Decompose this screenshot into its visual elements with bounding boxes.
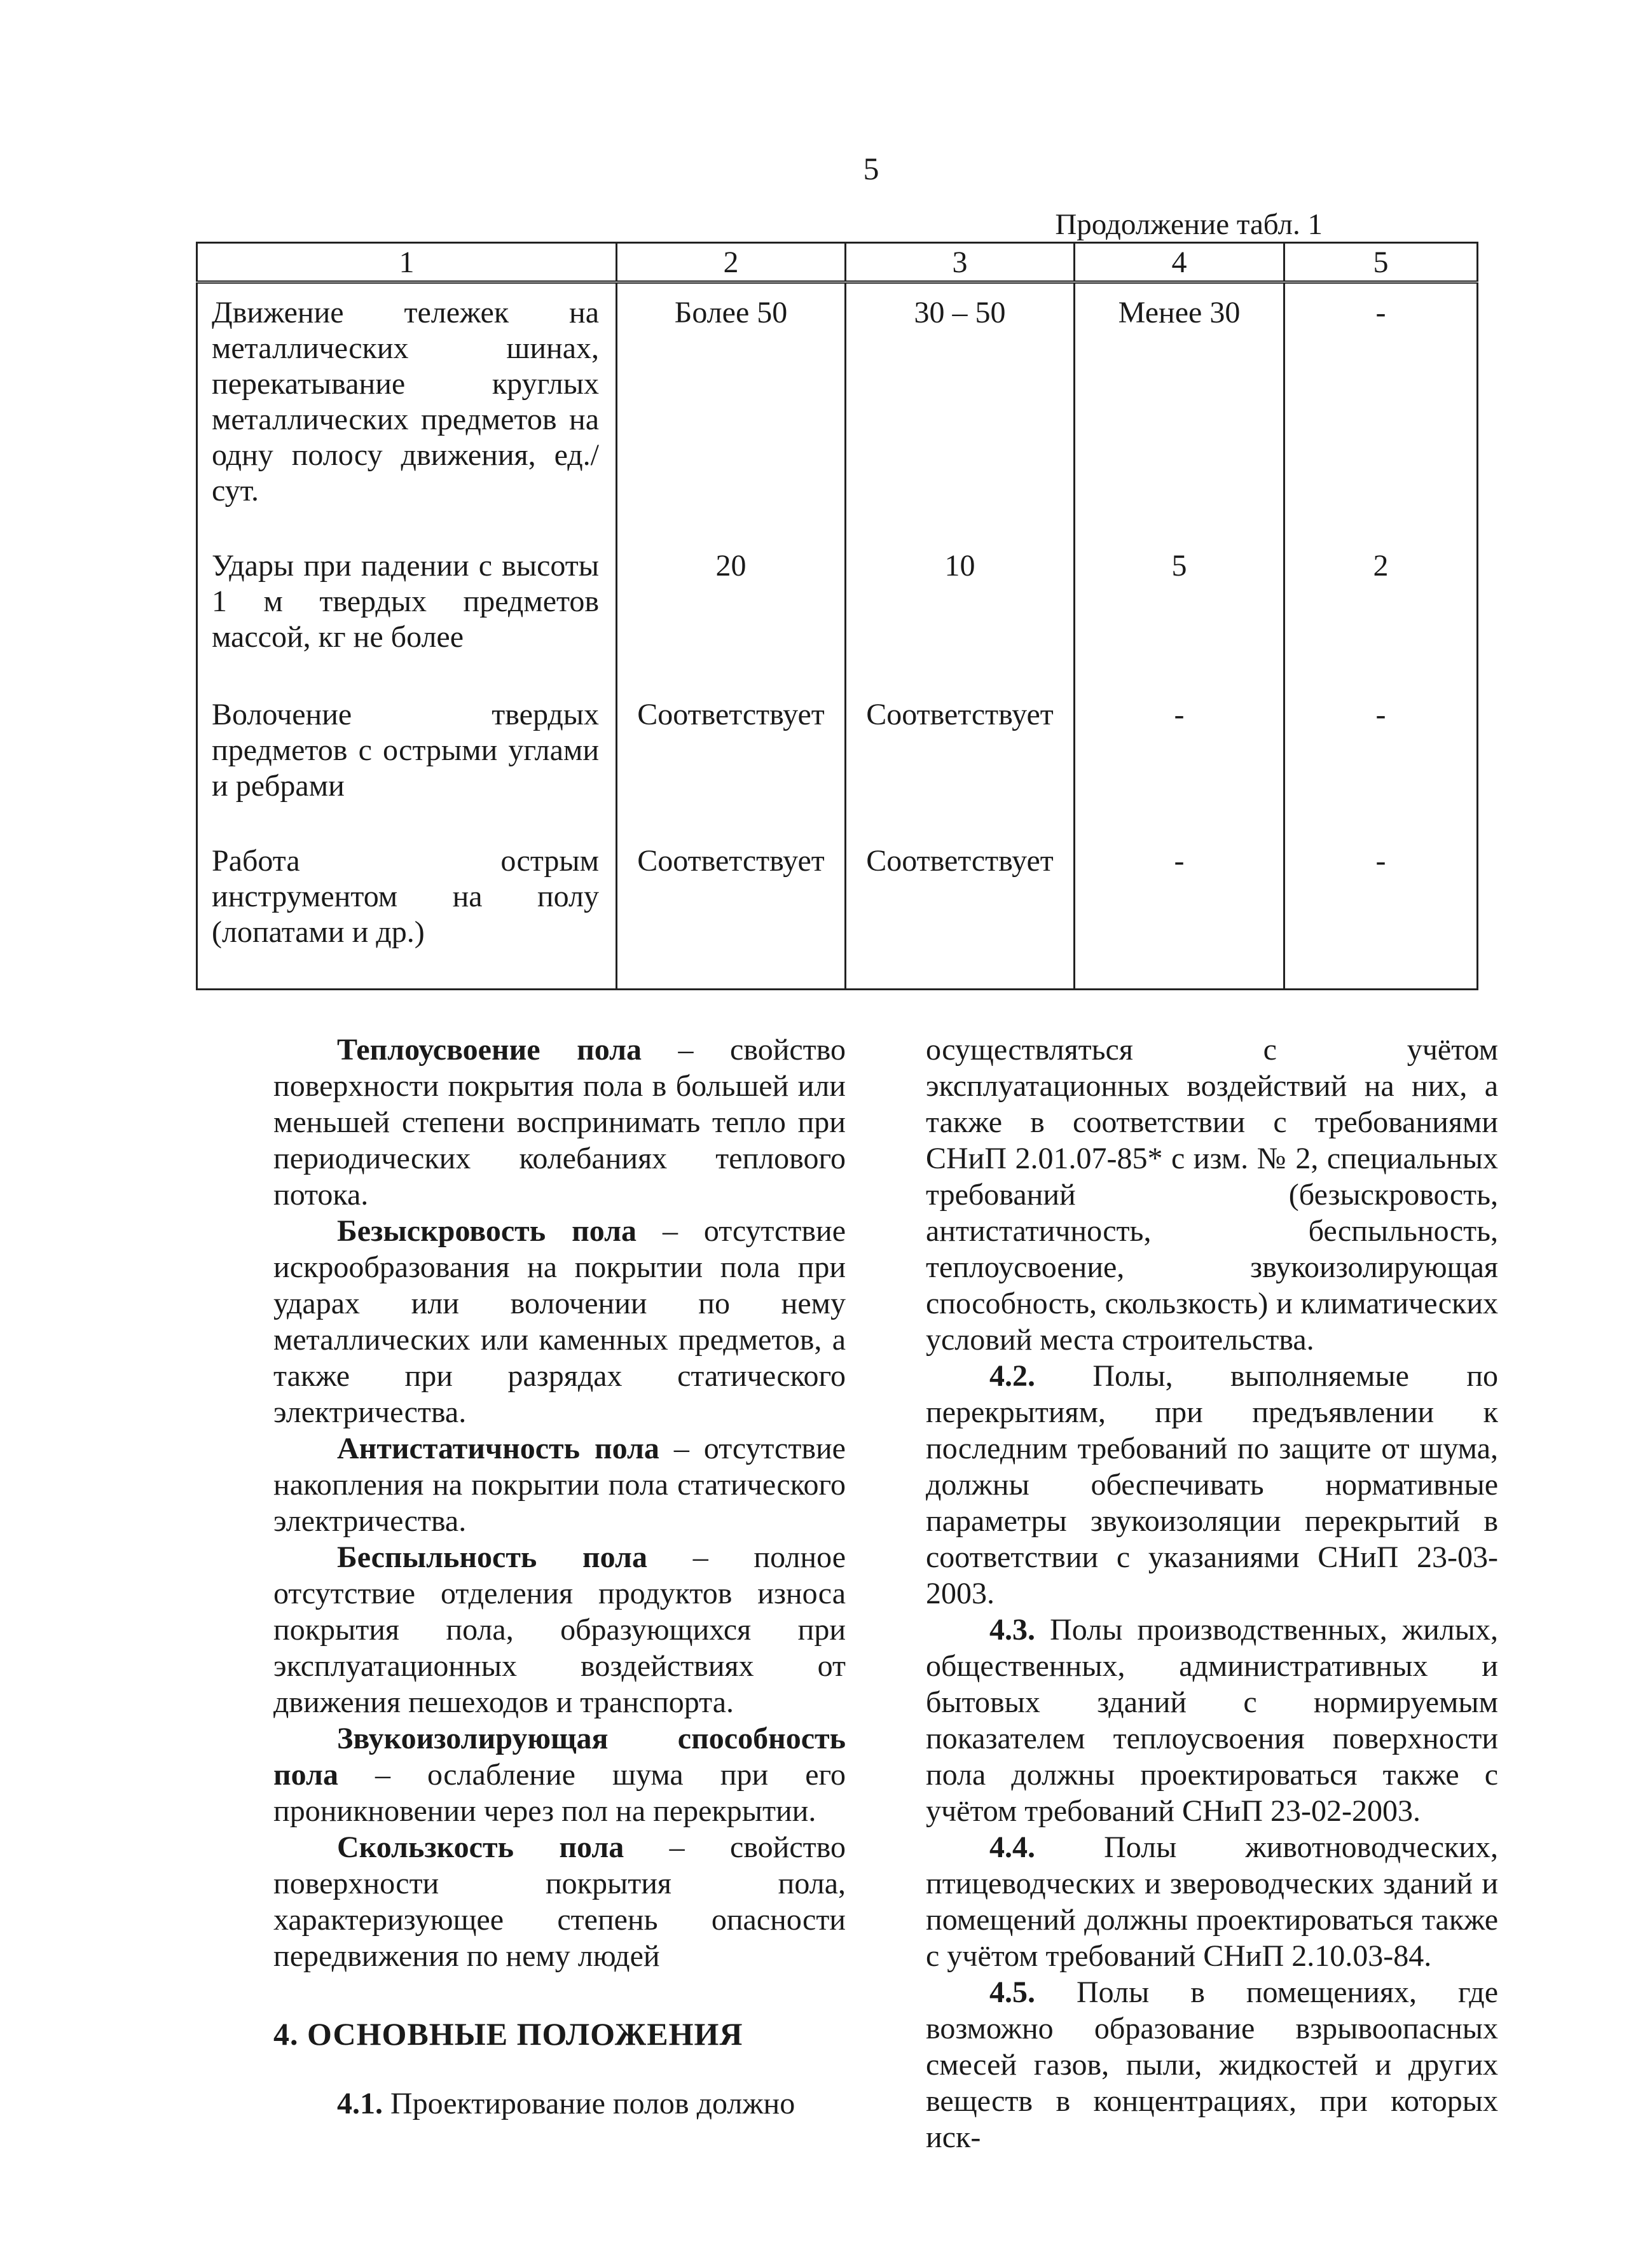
definition-paragraph xyxy=(273,1032,846,1213)
clause-number: 4.3. xyxy=(989,1613,1035,1647)
column-3-values xyxy=(846,282,1075,990)
table-header-row xyxy=(197,243,1478,282)
definition-term: Скользкость пола xyxy=(337,1830,624,1864)
requirements-table xyxy=(196,242,1476,963)
definition-text: – свойство поверхности покрытия пола в большей или меньшей степени воспринимать тепло при периодических колебаниях теплового потока. xyxy=(273,1033,846,1212)
column-header: 3 xyxy=(846,243,1075,282)
table-cell: - xyxy=(1375,698,1386,731)
table-cell: - xyxy=(1174,844,1185,878)
definition-text: – свойство поверхности покрытия пола, характеризующее степень опасности передвижения по нему людей xyxy=(273,1830,846,1973)
definition-text: – отсутствие искрообразования на покрытии пола при ударах или волочении по нему металлических или каменных предметов, а также при разрядах статического электричества. xyxy=(273,1214,846,1429)
clause-paragraph xyxy=(926,1829,1498,1974)
column-5-values xyxy=(1284,282,1478,990)
table-cell: 10 xyxy=(944,549,975,583)
table-cell: Соответствует xyxy=(637,844,825,878)
definition-text: – ослабление шума при его проникновении через пол на перекрытии. xyxy=(273,1758,846,1828)
column-header: 2 xyxy=(617,243,846,282)
column-header: 1 xyxy=(197,243,617,282)
table-cell: - xyxy=(1375,296,1386,329)
clause-continuation: осуществляться с учётом эксплуатационных воздействий на них, а также в соответствии с требованиями СНиП 2.01.07-85* с изм. № 2, специальных требований (безыскровость, антистатичность, беспыльность, теплоусвоение, звукоизолирующая способность, скользкость) и климатических условий места строительства. xyxy=(926,1033,1498,1357)
left-column xyxy=(273,1032,846,2122)
definition-paragraph xyxy=(273,1213,846,1430)
clause-text: Полы животноводческих, птицеводческих и звероводческих зданий и помещений должны проектироваться также с учётом требований СНиП 2.10.03-84. xyxy=(926,1830,1498,1973)
table-cell: 30 – 50 xyxy=(914,296,1006,329)
table-cell: 20 xyxy=(715,549,747,583)
table-cell: Соответствует xyxy=(637,698,825,731)
clause-text: Полы, выполняемые по перекрытиям, при предъявлении к последним требований по защите от шума, должны обеспечивать нормативные параметры звукоизоляции перекрытий в соответствии с указаниями СНиП 23-03-2003. xyxy=(926,1359,1498,1610)
clause-paragraph xyxy=(926,1974,1498,2155)
clause-text: Полы в помещениях, где возможно образование взрывоопасных смесей газов, пыли, жидкостей и других веществ в концентрациях, при которых иск- xyxy=(926,1975,1498,2154)
clause-number: 4.5. xyxy=(989,1975,1035,2009)
right-column xyxy=(926,1032,1498,2155)
section-heading: 4. ОСНОВНЫЕ ПОЛОЖЕНИЯ xyxy=(273,2016,743,2052)
table-cell: Соответствует xyxy=(866,844,1054,878)
column-2-values xyxy=(617,282,846,990)
definition-paragraph xyxy=(273,1829,846,1974)
table-cell: 2 xyxy=(1373,549,1389,583)
table-body xyxy=(197,282,1478,990)
table-cell: Соответствует xyxy=(866,698,1054,731)
clause-paragraph xyxy=(926,1358,1498,1612)
page-number: 5 xyxy=(863,151,879,186)
table-cell: - xyxy=(1174,698,1185,731)
definition-paragraph xyxy=(273,1539,846,1720)
table-row-label: Работа острым инструментом на полу (лопатами и др.) xyxy=(212,844,599,949)
table-cell: - xyxy=(1375,844,1386,878)
table-caption: Продолжение табл. 1 xyxy=(1055,208,1323,241)
table-cell: 5 xyxy=(1171,549,1187,583)
clause-paragraph xyxy=(926,1612,1498,1829)
clause-number: 4.2. xyxy=(989,1359,1035,1393)
definition-paragraph xyxy=(273,1430,846,1539)
definition-term: Беспыльность пола xyxy=(337,1540,647,1574)
definition-term: Звукоизолирующая способность пола xyxy=(273,1722,846,1792)
table-cell: Менее 30 xyxy=(1118,296,1241,329)
table-row-label: Волочение твердых предметов с острыми углами и ребрами xyxy=(212,698,599,803)
definition-term: Антистатичность пола xyxy=(337,1432,659,1465)
impact-type-column xyxy=(197,282,617,990)
column-header: 5 xyxy=(1284,243,1478,282)
definition-text: – отсутствие накопления на покрытии пола статического электричества. xyxy=(273,1432,846,1538)
clause-text: Полы производственных, жилых, общественных, административных и бытовых зданий с нормируемым показателем теплоусвоения поверхности пола должны проектироваться также с учётом требований СНиП 23-02-2003. xyxy=(926,1613,1498,1828)
definition-term: Теплоусвоение пола xyxy=(337,1033,642,1067)
definition-text: – полное отсутствие отделения продуктов износа покрытия пола, образующихся при эксплуатационных воздействиях от движения пешеходов и транспорта. xyxy=(273,1540,846,1719)
column-header: 4 xyxy=(1075,243,1284,282)
table-row-label: Движение тележек на металлических шинах, перекатывание круглых металлических предметов на одну полосу движения, ед./сут. xyxy=(212,296,599,508)
definition-term: Безыскровость пола xyxy=(337,1214,637,1248)
definition-paragraph xyxy=(273,1720,846,1829)
clause-text: Проектирование полов должно xyxy=(383,2087,795,2120)
clause-number: 4.1. xyxy=(337,2087,383,2120)
column-4-values xyxy=(1075,282,1284,990)
table-cell: Более 50 xyxy=(674,296,788,329)
clause-paragraph xyxy=(273,2085,846,2122)
table-row-label: Удары при падении с высоты 1 м твердых предметов массой, кг не более xyxy=(212,549,599,654)
clause-number: 4.4. xyxy=(989,1830,1035,1864)
